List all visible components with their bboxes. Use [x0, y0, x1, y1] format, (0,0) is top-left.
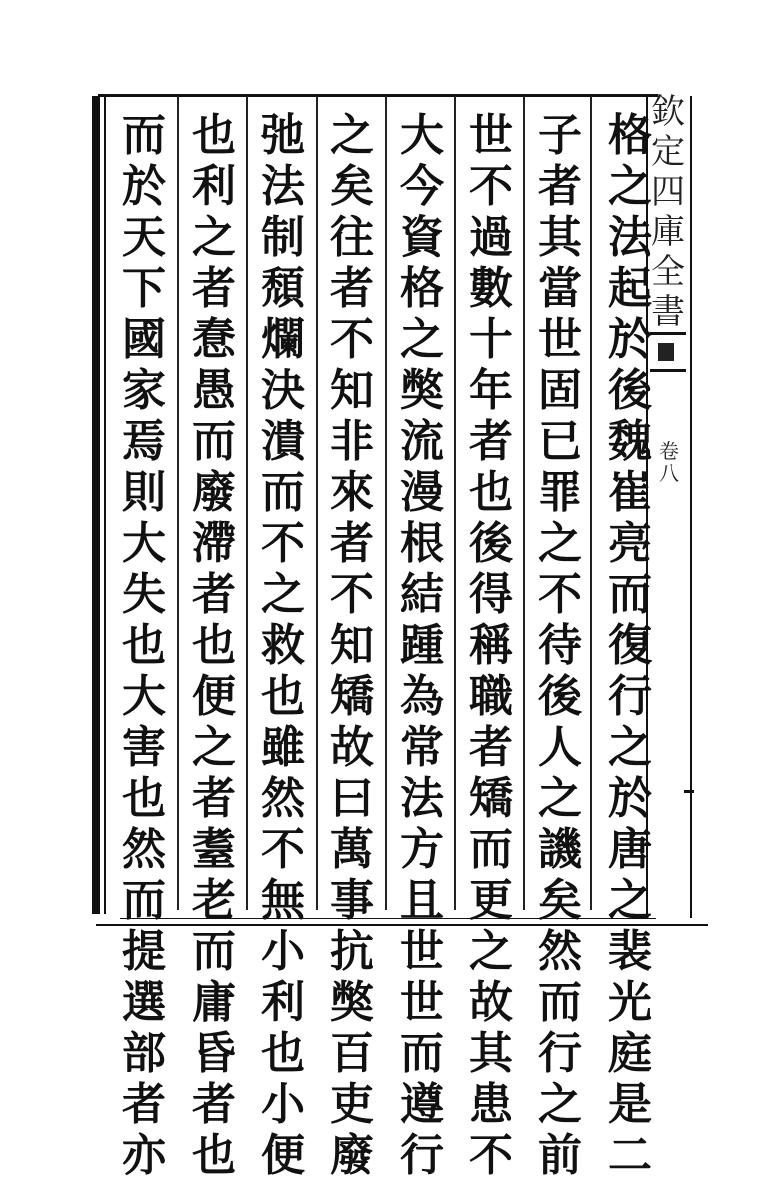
text-character: 世: [469, 110, 513, 161]
text-character: 然: [538, 926, 582, 977]
text-character: 部: [122, 1028, 166, 1079]
text-character: 崔: [608, 467, 652, 518]
text-character: 來: [330, 467, 374, 518]
text-character: 故: [330, 722, 374, 773]
text-column-1: [598, 110, 662, 1181]
text-character: 大: [122, 671, 166, 722]
text-character: 矯: [469, 773, 513, 824]
text-character: 格: [608, 110, 652, 161]
text-character: 唐: [608, 824, 652, 875]
text-character: 罪: [538, 467, 582, 518]
text-character: 則: [122, 467, 166, 518]
text-character: 前: [538, 1130, 582, 1181]
text-character: 吏: [330, 1079, 374, 1130]
text-character: 資: [400, 212, 444, 263]
text-character: 無: [261, 875, 305, 926]
text-character: 當: [538, 263, 582, 314]
text-character: 而: [192, 926, 236, 977]
text-character: 利: [261, 977, 305, 1028]
text-character: 惷: [192, 314, 236, 365]
text-character: 而: [469, 824, 513, 875]
text-character: 者: [192, 1079, 236, 1130]
margin-character: 八: [659, 461, 679, 485]
margin-edge-rule: [690, 96, 692, 918]
text-character: 害: [122, 722, 166, 773]
text-column-4: [390, 110, 454, 1181]
text-character: 者: [330, 263, 374, 314]
text-character: 不: [261, 824, 305, 875]
text-character: 雖: [261, 722, 305, 773]
margin-character: 庫: [651, 212, 685, 252]
text-character: 矯: [330, 671, 374, 722]
text-character: 百: [330, 1028, 374, 1079]
text-character: 數: [469, 263, 513, 314]
text-character: 之: [608, 875, 652, 926]
text-column-5: [320, 110, 384, 1181]
margin-character: 全: [651, 252, 685, 292]
text-character: 法: [608, 212, 652, 263]
text-character: 是: [608, 1079, 652, 1130]
text-character: 其: [538, 212, 582, 263]
text-character: 也: [122, 620, 166, 671]
text-character: 復: [608, 620, 652, 671]
text-character: 便: [192, 671, 236, 722]
text-character: 者: [469, 722, 513, 773]
text-character: 廢: [330, 1130, 374, 1181]
text-character: 者: [192, 263, 236, 314]
text-character: 年: [469, 365, 513, 416]
text-character: 十: [469, 314, 513, 365]
text-character: 格: [400, 263, 444, 314]
text-character: 子: [538, 110, 582, 161]
text-character: 今: [400, 161, 444, 212]
text-character: 者: [330, 518, 374, 569]
text-character: 於: [122, 161, 166, 212]
text-character: 後: [469, 518, 513, 569]
text-character: 待: [538, 620, 582, 671]
text-character: 故: [469, 977, 513, 1028]
text-character: 行: [400, 1130, 444, 1181]
text-character: 庸: [192, 977, 236, 1028]
text-character: 便: [261, 1130, 305, 1181]
column-divider: [454, 96, 456, 910]
text-character: 往: [330, 212, 374, 263]
text-character: 譏: [538, 824, 582, 875]
text-character: 提: [122, 926, 166, 977]
text-character: 爛: [261, 314, 305, 365]
text-character: 然: [122, 824, 166, 875]
text-character: 大: [400, 110, 444, 161]
text-character: 結: [400, 569, 444, 620]
text-character: 小: [261, 1079, 305, 1130]
margin-tick-mark: [684, 790, 694, 793]
text-character: 也: [469, 467, 513, 518]
text-character: 萬: [330, 824, 374, 875]
text-character: 於: [608, 773, 652, 824]
text-character: 職: [469, 671, 513, 722]
text-character: 頹: [261, 263, 305, 314]
text-character: 抗: [330, 926, 374, 977]
text-character: 遵: [400, 1079, 444, 1130]
text-character: 也: [122, 773, 166, 824]
text-character: 過: [469, 212, 513, 263]
text-character: 而: [538, 977, 582, 1028]
text-character: 亦: [122, 1130, 166, 1181]
text-character: 然: [261, 773, 305, 824]
column-divider: [177, 96, 179, 910]
column-divider: [246, 96, 248, 910]
margin-character: 卷: [659, 439, 679, 463]
text-character: 更: [469, 875, 513, 926]
margin-character: 定: [651, 132, 685, 172]
text-character: 廢: [192, 467, 236, 518]
text-character: 之: [538, 1079, 582, 1130]
text-character: 者: [192, 773, 236, 824]
text-character: 不: [538, 569, 582, 620]
text-character: 也: [261, 1028, 305, 1079]
text-character: 漫: [400, 467, 444, 518]
text-character: 裴: [608, 926, 652, 977]
text-character: 庭: [608, 1028, 652, 1079]
text-character: 亮: [608, 518, 652, 569]
text-character: 而: [192, 416, 236, 467]
text-character: 之: [192, 212, 236, 263]
text-character: 法: [261, 161, 305, 212]
margin-character: 四: [651, 172, 685, 212]
text-column-8: [112, 110, 176, 1181]
column-divider: [316, 96, 318, 910]
text-character: 滯: [192, 518, 236, 569]
text-character: 於: [608, 314, 652, 365]
text-character: 也: [192, 1130, 236, 1181]
text-character: 法: [400, 773, 444, 824]
text-character: 而: [608, 569, 652, 620]
text-character: 常: [400, 722, 444, 773]
text-character: 方: [400, 824, 444, 875]
text-character: 不: [469, 1130, 513, 1181]
text-character: 之: [608, 722, 652, 773]
text-character: 不: [330, 314, 374, 365]
text-character: 天: [122, 212, 166, 263]
text-character: 踵: [400, 620, 444, 671]
text-character: 世: [400, 926, 444, 977]
column-divider: [523, 96, 525, 910]
text-character: 之: [469, 926, 513, 977]
text-character: 獘: [400, 365, 444, 416]
text-character: 世: [400, 977, 444, 1028]
text-character: 也: [261, 671, 305, 722]
text-character: 之: [261, 569, 305, 620]
text-character: 知: [330, 365, 374, 416]
text-character: 弛: [261, 110, 305, 161]
text-character: 者: [192, 569, 236, 620]
text-character: 得: [469, 569, 513, 620]
text-column-3: [459, 110, 523, 1181]
text-character: 也: [192, 110, 236, 161]
text-character: 小: [261, 926, 305, 977]
text-character: 矣: [330, 161, 374, 212]
text-character: 而: [122, 875, 166, 926]
column-divider: [385, 96, 387, 910]
text-character: 不: [261, 518, 305, 569]
text-character: 之: [538, 518, 582, 569]
text-character: 獘: [330, 977, 374, 1028]
text-character: 且: [400, 875, 444, 926]
text-character: 而: [400, 1028, 444, 1079]
text-character: 根: [400, 518, 444, 569]
text-character: 矣: [538, 875, 582, 926]
text-character: 流: [400, 416, 444, 467]
text-character: 行: [608, 671, 652, 722]
text-character: 也: [192, 620, 236, 671]
text-character: 愚: [192, 365, 236, 416]
text-character: 而: [122, 110, 166, 161]
text-character: 後: [608, 365, 652, 416]
text-character: 昏: [192, 1028, 236, 1079]
text-character: 利: [192, 161, 236, 212]
text-character: 不: [330, 569, 374, 620]
text-character: 國: [122, 314, 166, 365]
text-character: 救: [261, 620, 305, 671]
text-character: 老: [192, 875, 236, 926]
text-character: 稱: [469, 620, 513, 671]
text-character: 耋: [192, 824, 236, 875]
text-character: 光: [608, 977, 652, 1028]
text-character: 制: [261, 212, 305, 263]
text-character: 患: [469, 1079, 513, 1130]
left-border-rule-thin: [104, 96, 106, 914]
text-character: 二: [608, 1130, 652, 1181]
text-character: 之: [192, 722, 236, 773]
top-border-rule: [98, 94, 658, 97]
text-character: 行: [538, 1028, 582, 1079]
text-character: 魏: [608, 416, 652, 467]
text-character: 而: [261, 467, 305, 518]
text-column-2: [528, 110, 592, 1181]
text-character: 不: [469, 161, 513, 212]
margin-character: 欽: [651, 92, 685, 132]
text-character: 曰: [330, 773, 374, 824]
text-column-6: [251, 110, 315, 1181]
text-character: 固: [538, 365, 582, 416]
text-character: 大: [122, 518, 166, 569]
text-character: 下: [122, 263, 166, 314]
text-character: 知: [330, 620, 374, 671]
text-character: 之: [608, 161, 652, 212]
text-character: 人: [538, 722, 582, 773]
text-character: 起: [608, 263, 652, 314]
left-border-rule: [92, 96, 100, 914]
text-character: 為: [400, 671, 444, 722]
text-character: 者: [538, 161, 582, 212]
text-character: 選: [122, 977, 166, 1028]
text-character: 者: [469, 416, 513, 467]
text-column-7: [182, 110, 246, 1181]
text-character: 事: [330, 875, 374, 926]
text-character: 失: [122, 569, 166, 620]
text-character: 非: [330, 416, 374, 467]
text-character: 潰: [261, 416, 305, 467]
margin-character: 書: [651, 292, 685, 332]
text-character: 其: [469, 1028, 513, 1079]
text-character: 焉: [122, 416, 166, 467]
text-character: 之: [538, 773, 582, 824]
text-character: 決: [261, 365, 305, 416]
text-character: 世: [538, 314, 582, 365]
text-character: 已: [538, 416, 582, 467]
text-character: 之: [330, 110, 374, 161]
text-character: 者: [122, 1079, 166, 1130]
text-character: 之: [400, 314, 444, 365]
text-character: 後: [538, 671, 582, 722]
text-character: 家: [122, 365, 166, 416]
